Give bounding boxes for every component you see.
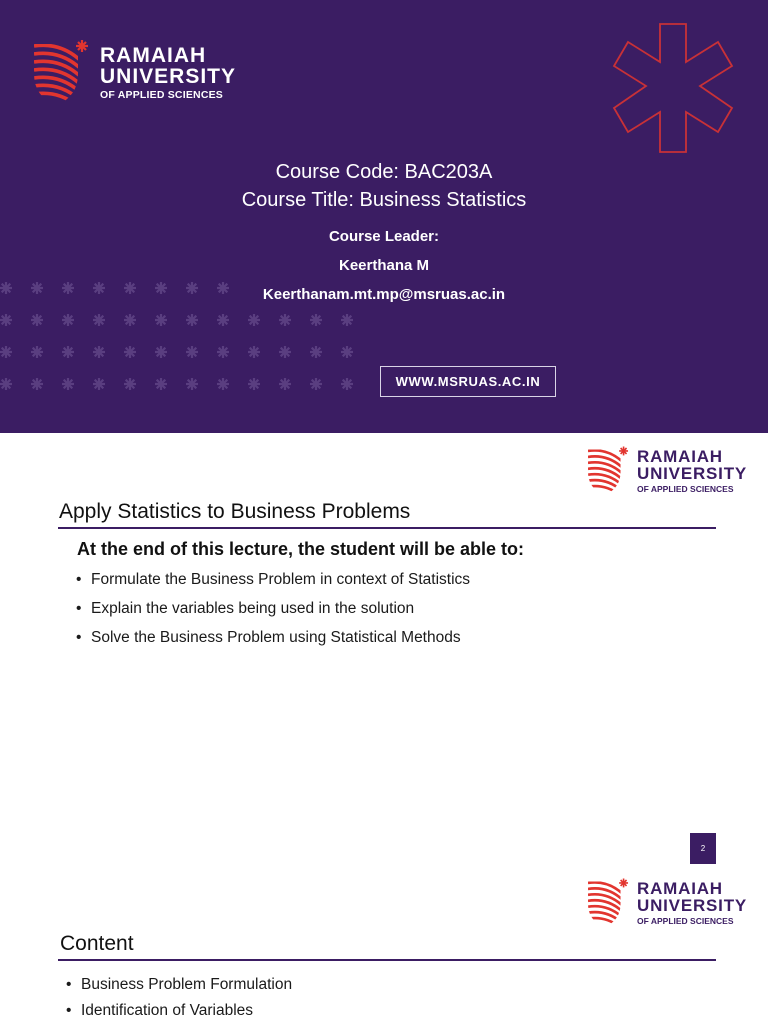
course-leader-email: Keerthanam.mt.mp@msruas.ac.in xyxy=(262,286,506,303)
bullet-dot-icon: • xyxy=(76,571,82,588)
bullet-dot-icon: • xyxy=(66,1002,72,1019)
university-logo xyxy=(30,38,236,108)
university-logo xyxy=(585,877,747,929)
website-link[interactable]: WWW.MSRUAS.AC.IN xyxy=(380,366,556,397)
asterisk-outline-icon xyxy=(608,22,738,154)
ramaiah-logo-icon xyxy=(30,38,92,108)
title-slide xyxy=(0,0,768,433)
ramaiah-logo-icon xyxy=(585,877,631,929)
list-item: • Explain the variables being used in the solution xyxy=(76,600,415,617)
content-list xyxy=(66,975,292,1024)
list-item: • Business Problem Formulation xyxy=(66,976,293,993)
slide-title: Apply Statistics to Business Problems xyxy=(59,500,411,523)
brand-line-3: OF APPLIED SCIENCES xyxy=(637,916,734,926)
ramaiah-logo-icon xyxy=(585,445,631,497)
brand-line-2: UNIVERSITY xyxy=(100,65,237,88)
brand-line-3: OF APPLIED SCIENCES xyxy=(637,484,734,494)
content-slide xyxy=(0,865,768,1024)
brand-line-1: RAMAIAH xyxy=(100,44,207,67)
objectives-list xyxy=(76,570,470,657)
brand-line-2: UNIVERSITY xyxy=(637,896,748,915)
brand-line-1: RAMAIAH xyxy=(637,879,723,898)
list-item: • Identification of Variables xyxy=(66,1002,254,1019)
course-leader-label: Course Leader: xyxy=(328,228,440,245)
university-logo xyxy=(585,445,747,497)
slide-title: Content xyxy=(60,932,134,955)
page-number-badge: 2 xyxy=(690,833,716,864)
course-leader-name: Keerthana M xyxy=(338,257,430,274)
list-item: • Formulate the Business Problem in context of Statistics xyxy=(76,571,471,588)
course-code: Course Code: BAC203A xyxy=(275,161,493,183)
brand-line-1: RAMAIAH xyxy=(637,447,723,466)
bullet-dot-icon: • xyxy=(76,600,82,617)
title-divider xyxy=(58,527,716,529)
brand-line-2: UNIVERSITY xyxy=(637,464,748,483)
title-divider xyxy=(58,959,716,961)
learning-objective-intro: At the end of this lecture, the student will be able to: xyxy=(77,539,525,559)
objectives-slide xyxy=(0,433,768,865)
brand-line-3: OF APPLIED SCIENCES xyxy=(100,89,224,101)
course-title: Course Title: Business Statistics xyxy=(241,189,527,211)
course-info xyxy=(0,158,768,305)
bullet-dot-icon: • xyxy=(66,976,72,993)
bullet-dot-icon: • xyxy=(76,629,82,646)
list-item: • Solve the Business Problem using Statistical Methods xyxy=(76,629,461,646)
